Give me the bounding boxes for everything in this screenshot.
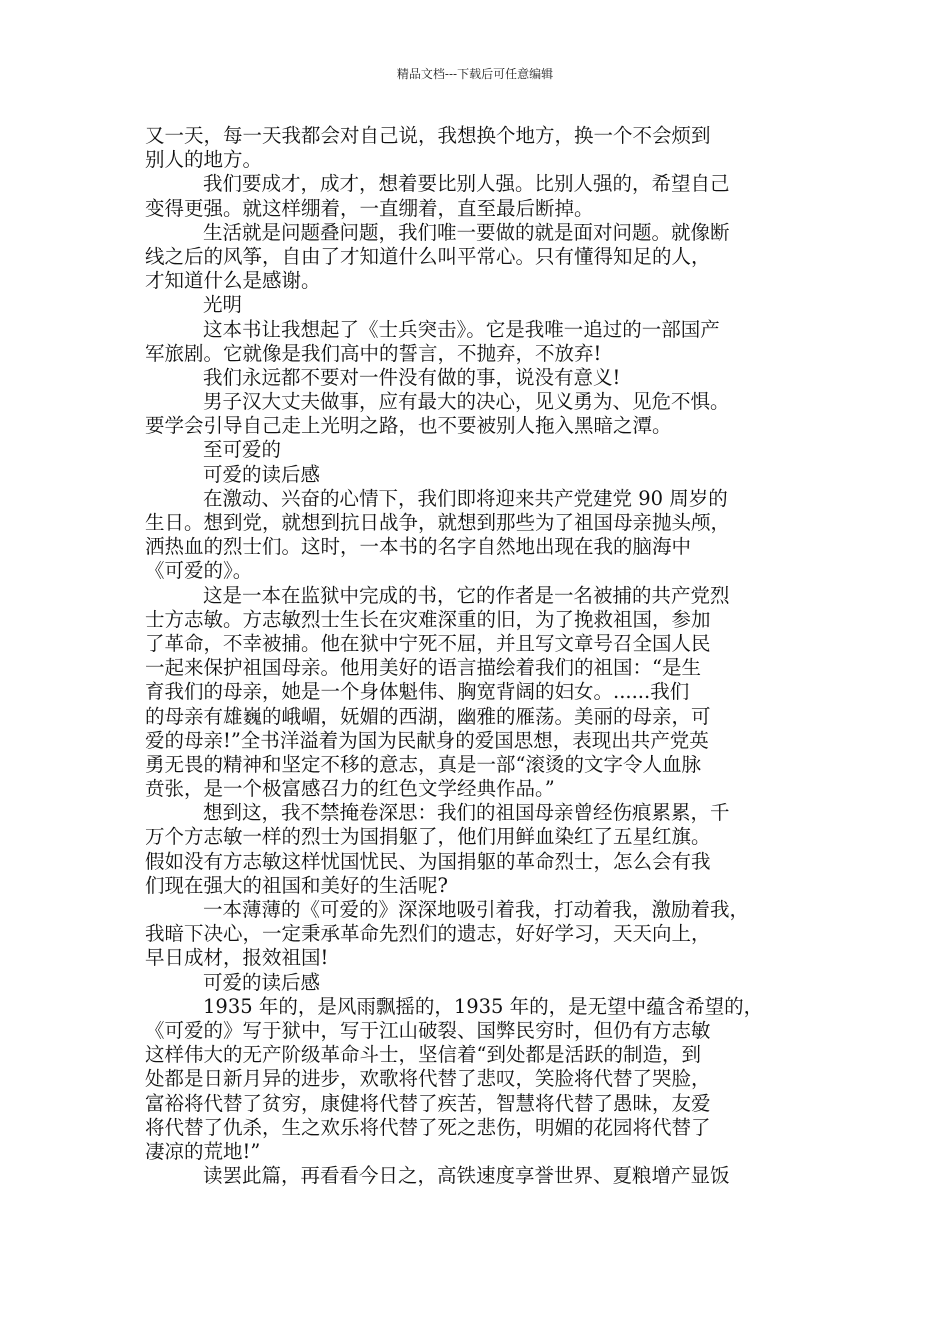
text-line: 的母亲有雄巍的峨嵋，妩媚的西湖，幽雅的雁荡。美丽的母亲，可 <box>145 704 711 728</box>
text-line: 别人的地方。 <box>145 148 263 172</box>
text-line: 这本书让我想起了《士兵突击》。它是我唯一追过的一部国产 <box>203 317 720 341</box>
text-line: 在激动、兴奋的心情下，我们即将迎来共产党建党 90 周岁的 <box>203 486 728 510</box>
text-line: 我们要成才，成才，想着要比别人强。比别人强的，希望自己 <box>203 172 730 196</box>
text-line: 我暗下决心，一定秉承革命先烈们的遗志，好好学习，天天向上， <box>145 922 711 946</box>
text-line: 一起来保护祖国母亲。他用美好的语言描绘着我们的祖国：“是生 <box>145 656 701 680</box>
text-line: 光明 <box>203 293 243 317</box>
text-line: 我们永远都不要对一件没有做的事，说没有意义! <box>203 365 621 389</box>
text-line: 勇无畏的精神和坚定不移的意志，真是一部“滚烫的文字令人血脉 <box>145 752 701 776</box>
text-line: 富裕将代替了贫穷，康健将代替了疾苦，智慧将代替了愚昧，友爱 <box>145 1091 711 1115</box>
text-line: 读罢此篇，再看看今日之，高铁速度享誉世界、夏粮增产显饭 <box>203 1164 730 1188</box>
text-line: 假如没有方志敏这样忧国忧民、为国捐躯的革命烈士，怎么会有我 <box>145 849 711 873</box>
text-line: 又一天，每一天我都会对自己说，我想换个地方，换一个不会烦到 <box>145 124 711 147</box>
text-line: 这样伟大的无产阶级革命斗士，坚信着“到处都是活跃的制造，到 <box>145 1043 701 1067</box>
text-line: 可爱的读后感 <box>203 462 321 486</box>
text-line: 军旅剧。它就像是我们高中的誓言，不抛弃，不放弃! <box>145 341 602 365</box>
text-line: 线之后的风筝，自由了才知道什么叫平常心。只有懂得知足的人， <box>145 244 711 268</box>
text-line: 处都是日新月异的进步，欢歌将代替了悲叹，笑脸将代替了哭脸， <box>145 1067 711 1091</box>
text-line: 要学会引导自己走上光明之路，也不要被别人拖入黑暗之潭。 <box>145 414 672 438</box>
text-line: 《可爱的》写于狱中，写于江山破裂、国弊民穷时，但仍有方志敏 <box>145 1018 711 1042</box>
text-line: 想到这，我不禁掩卷深思：我们的祖国母亲曾经伤痕累累，千 <box>203 801 730 825</box>
text-line: 可爱的读后感 <box>203 970 321 994</box>
text-line: 爱的母亲!”全书洋溢着为国为民献身的爱国思想，表现出共产党英 <box>145 728 709 752</box>
text-line: 1935 年的，是风雨飘摇的，1935 年的，是无望中蕴含希望的， <box>203 994 764 1018</box>
text-line: 《可爱的》。 <box>145 559 253 583</box>
text-line: 男子汉大丈夫做事，应有最大的决心，见义勇为、见危不惧。 <box>203 390 730 414</box>
document-body <box>145 124 805 1188</box>
text-line: 一本薄薄的《可爱的》深深地吸引着我，打动着我，激励着我， <box>203 898 750 921</box>
text-line: 变得更强。就这样绷着，一直绷着，直至最后断掉。 <box>145 196 594 220</box>
text-line: 万个方志敏一样的烈士为国捐躯了，他们用鲜血染红了五星红旗。 <box>145 825 711 849</box>
page-header: 精品文档---下载后可任意编辑 <box>396 67 554 81</box>
text-line: 凄凉的荒地!” <box>145 1139 261 1163</box>
text-line: 育我们的母亲，她是一个身体魁伟、胸宽背阔的妇女。......我们 <box>145 680 690 704</box>
text-line: 士方志敏。方志敏烈士生长在灾难深重的旧，为了挽救祖国，参加 <box>145 607 711 631</box>
text-line: 生活就是问题叠问题，我们唯一要做的就是面对问题。就像断 <box>203 220 730 244</box>
text-line: 将代替了仇杀，生之欢乐将代替了死之悲伤，明媚的花园将代替了 <box>145 1115 711 1139</box>
text-line: 至可爱的 <box>203 438 282 462</box>
text-line: 们现在强大的祖国和美好的生活呢? <box>145 873 448 897</box>
text-line: 贲张，是一个极富感召力的红色文学经典作品。” <box>145 777 555 801</box>
text-line: 生日。想到党，就想到抗日战争，就想到那些为了祖国母亲抛头颅， <box>145 511 731 534</box>
text-line: 了革命，不幸被捕。他在狱中宁死不屈，并且写文章号召全国人民 <box>145 631 711 655</box>
text-line: 这是一本在监狱中完成的书，它的作者是一名被捕的共产党烈 <box>203 583 730 607</box>
text-line: 早日成材，报效祖国! <box>145 946 329 970</box>
text-line: 洒热血的烈士们。这时，一本书的名字自然地出现在我的脑海中 <box>145 535 692 559</box>
text-line: 才知道什么是感谢。 <box>145 269 321 293</box>
